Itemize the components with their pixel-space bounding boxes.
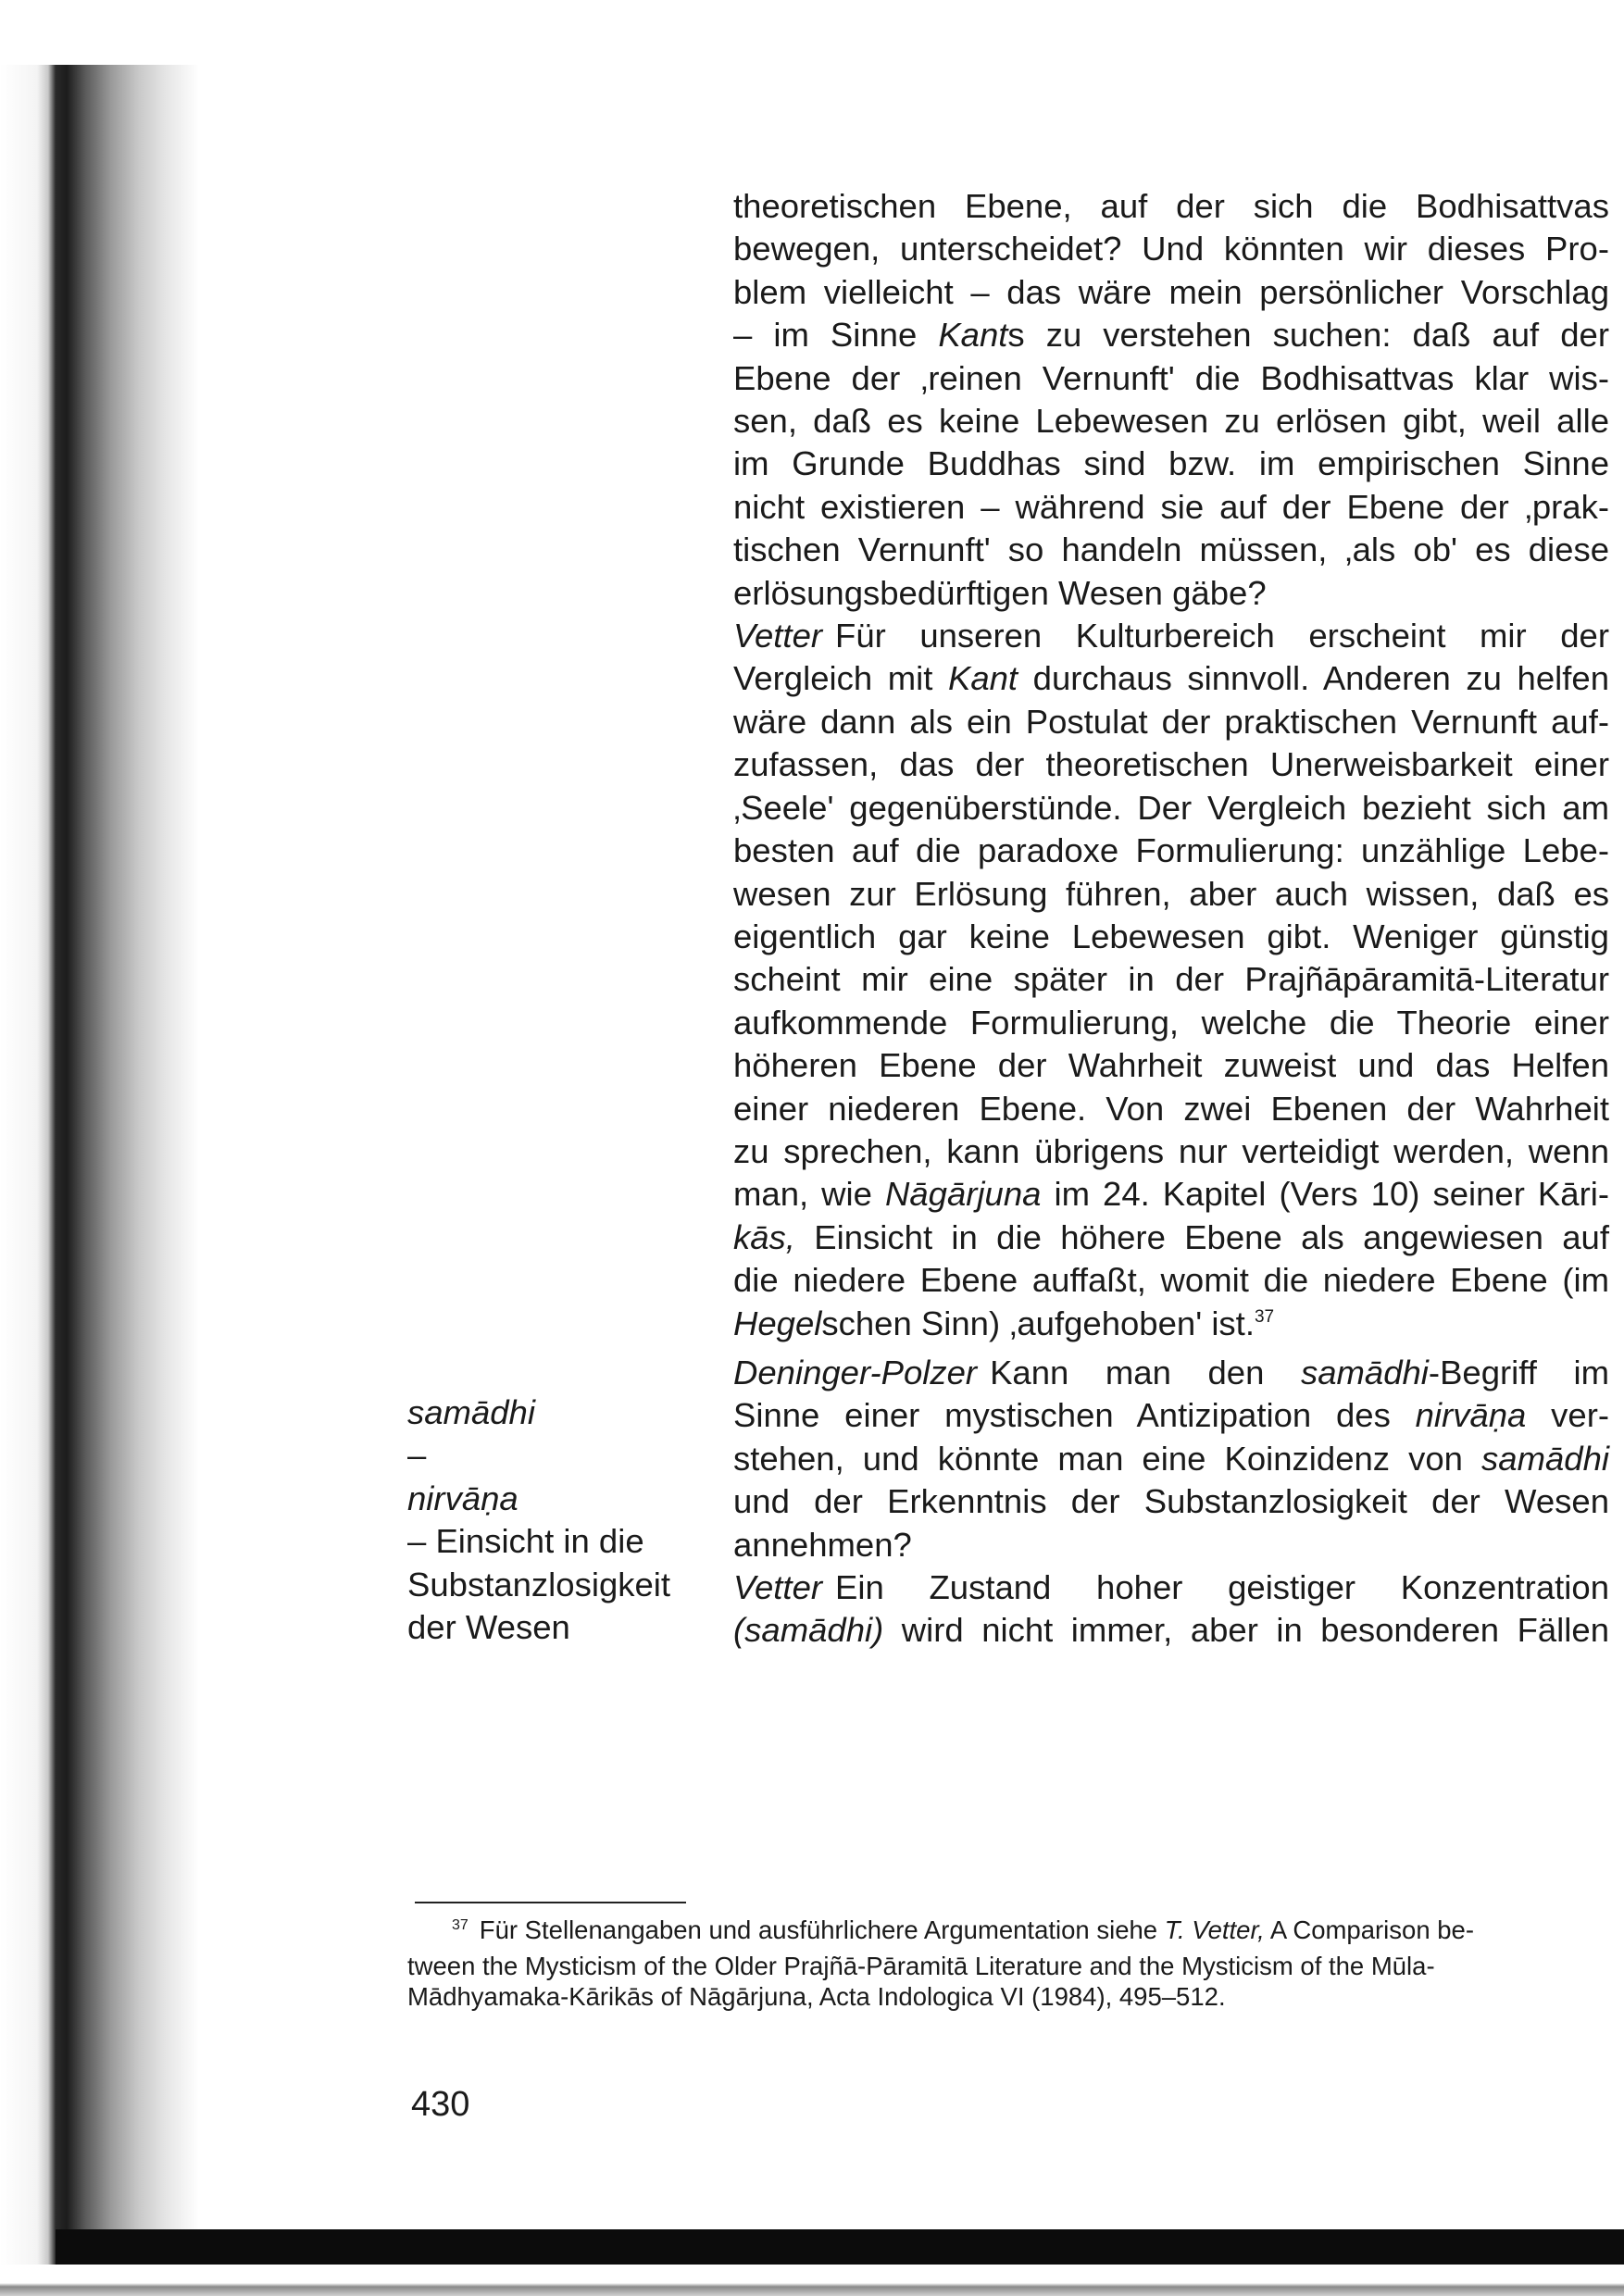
speaker-label: Vetter bbox=[733, 1568, 823, 1606]
scan-bottom-strip bbox=[0, 2265, 1624, 2296]
footnote bbox=[407, 1915, 1602, 2013]
margin-note-line: Substanzlosigkeit bbox=[407, 1565, 671, 1603]
margin-note-line: – Einsicht in die bbox=[407, 1522, 644, 1561]
scan-gutter-top bbox=[0, 0, 199, 65]
page-number: 430 bbox=[411, 2085, 470, 2124]
margin-note-line: samādhi – nirvāṇa bbox=[407, 1393, 535, 1517]
text-line: einer niederen Ebene. Von zwei Ebenen der Wahrheit bbox=[733, 1089, 1609, 1128]
text-line: stehen, und könnte man eine Koinzidenz von samādhi bbox=[733, 1439, 1609, 1478]
text-line: die niedere Ebene auffaßt, womit die niedere Ebene (im bbox=[733, 1261, 1609, 1300]
footnote-reference: 37 bbox=[1254, 1306, 1275, 1327]
text-line: zu sprechen, kann übrigens nur verteidigt werden, wenn bbox=[733, 1131, 1609, 1170]
footnote-line: tween the Mysticism of the Older Prajñā-Pāramitā Literature and the Mysticism of the Mūla- bbox=[407, 1951, 1435, 1980]
main-text-column bbox=[733, 185, 1609, 1653]
footnote-divider bbox=[415, 1902, 686, 1903]
text-line: zufassen, das der theoretischen Unerweisbarkeit einer bbox=[733, 745, 1609, 784]
text-line: besten auf die paradoxe Formulierung: unzählige Lebe- bbox=[733, 831, 1609, 870]
text-line: aufkommende Formulierung, welche die Theorie einer bbox=[733, 1003, 1609, 1042]
footnote-line: Mādhyamaka-Kārikās of Nāgārjuna, Acta Indologica VI (1984), 495–512. bbox=[407, 1982, 1226, 2011]
text-line: (samādhi) wird nicht immer, aber in besonderen Fällen bbox=[733, 1611, 1609, 1650]
name-nagarjuna: Nāgārjuna bbox=[885, 1175, 1042, 1214]
text-line: und der Erkenntnis der Substanzlosigkeit der Wesen bbox=[733, 1482, 1609, 1521]
footnote-number: 37 bbox=[452, 1917, 468, 1933]
text-line: Vergleich mit Kant durchaus sinnvoll. Anderen zu helfen bbox=[733, 659, 1609, 698]
text-line: bewegen, unterscheidet? Und könnten wir dieses Pro- bbox=[733, 230, 1609, 268]
speaker-label: Deninger-Polzer bbox=[733, 1353, 978, 1391]
text-line: scheint mir eine später in der Prajñāpāramitā-Literatur bbox=[733, 960, 1609, 999]
text-line: ‚Seele' gegenüberstünde. Der Vergleich bezieht sich am bbox=[733, 788, 1609, 827]
name-kant: Kant bbox=[938, 316, 1008, 355]
name-hegel: Hegel bbox=[733, 1304, 822, 1342]
text-line: tischen Vernunft' so handeln müssen, ‚als ob' es diese bbox=[733, 530, 1609, 569]
text-line: höheren Ebene der Wahrheit zuweist und das Helfen bbox=[733, 1046, 1609, 1085]
text-line: Hegelschen Sinn) ‚aufgehoben' ist.$^{37}$ bbox=[733, 1304, 1275, 1342]
text-line: wesen zur Erlösung führen, aber auch wissen, daß es bbox=[733, 874, 1609, 913]
margin-note bbox=[407, 1391, 713, 1649]
margin-note-line: der Wesen bbox=[407, 1608, 570, 1647]
scan-bottom-edge bbox=[56, 2229, 1624, 2265]
text-line: annehmen? bbox=[733, 1525, 912, 1564]
text-line: eigentlich gar keine Lebewesen gibt. Weniger günstig bbox=[733, 917, 1609, 955]
text-line: Sinne einer mystischen Antizipation des nirvāṇa ver- bbox=[733, 1396, 1610, 1435]
text-line: Deninger-Polzer Kann man den samādhi-Begriff im bbox=[733, 1353, 1609, 1391]
text-line: wäre dann als ein Postulat der praktischen Vernunft auf- bbox=[733, 702, 1609, 741]
text-line: – im Sinne Kants zu verstehen suchen: daß auf der bbox=[733, 316, 1609, 355]
text-line: Ebene der ‚reinen Vernunft' die Bodhisattvas klar wis- bbox=[733, 358, 1609, 397]
text-line: nicht existieren – während sie auf der Ebene der ‚prak- bbox=[733, 487, 1609, 526]
text-line: sen, daß es keine Lebewesen zu erlösen gibt, weil alle bbox=[733, 402, 1609, 441]
text-line: kās, Einsicht in die höhere Ebene als angewiesen auf bbox=[733, 1217, 1609, 1256]
scan-gutter-shadow bbox=[0, 0, 199, 2296]
name-kant: Kant bbox=[947, 659, 1018, 698]
text-line: erlösungsbedürftigen Wesen gäbe? bbox=[733, 573, 1267, 612]
text-line: Vetter Ein Zustand hoher geistiger Konzentration bbox=[733, 1568, 1609, 1606]
text-line: Vetter Für unseren Kulturbereich erscheint mir der bbox=[733, 617, 1609, 655]
text-line: im Grunde Buddhas sind bzw. im empirischen Sinne bbox=[733, 444, 1609, 483]
footnote-line: $^{37}$ Für Stellenangaben und ausführlichere Argumentation siehe T. Vetter, A Comparison be- bbox=[452, 1915, 1474, 1944]
text-line: theoretischen Ebene, auf der sich die Bodhisattvas bbox=[733, 187, 1609, 225]
speaker-label: Vetter bbox=[733, 617, 823, 655]
text-line: man, wie Nāgārjuna im 24. Kapitel (Vers 10) seiner Kāri- bbox=[733, 1175, 1609, 1214]
text-line: blem vielleicht – das wäre mein persönlicher Vorschlag bbox=[733, 272, 1609, 311]
